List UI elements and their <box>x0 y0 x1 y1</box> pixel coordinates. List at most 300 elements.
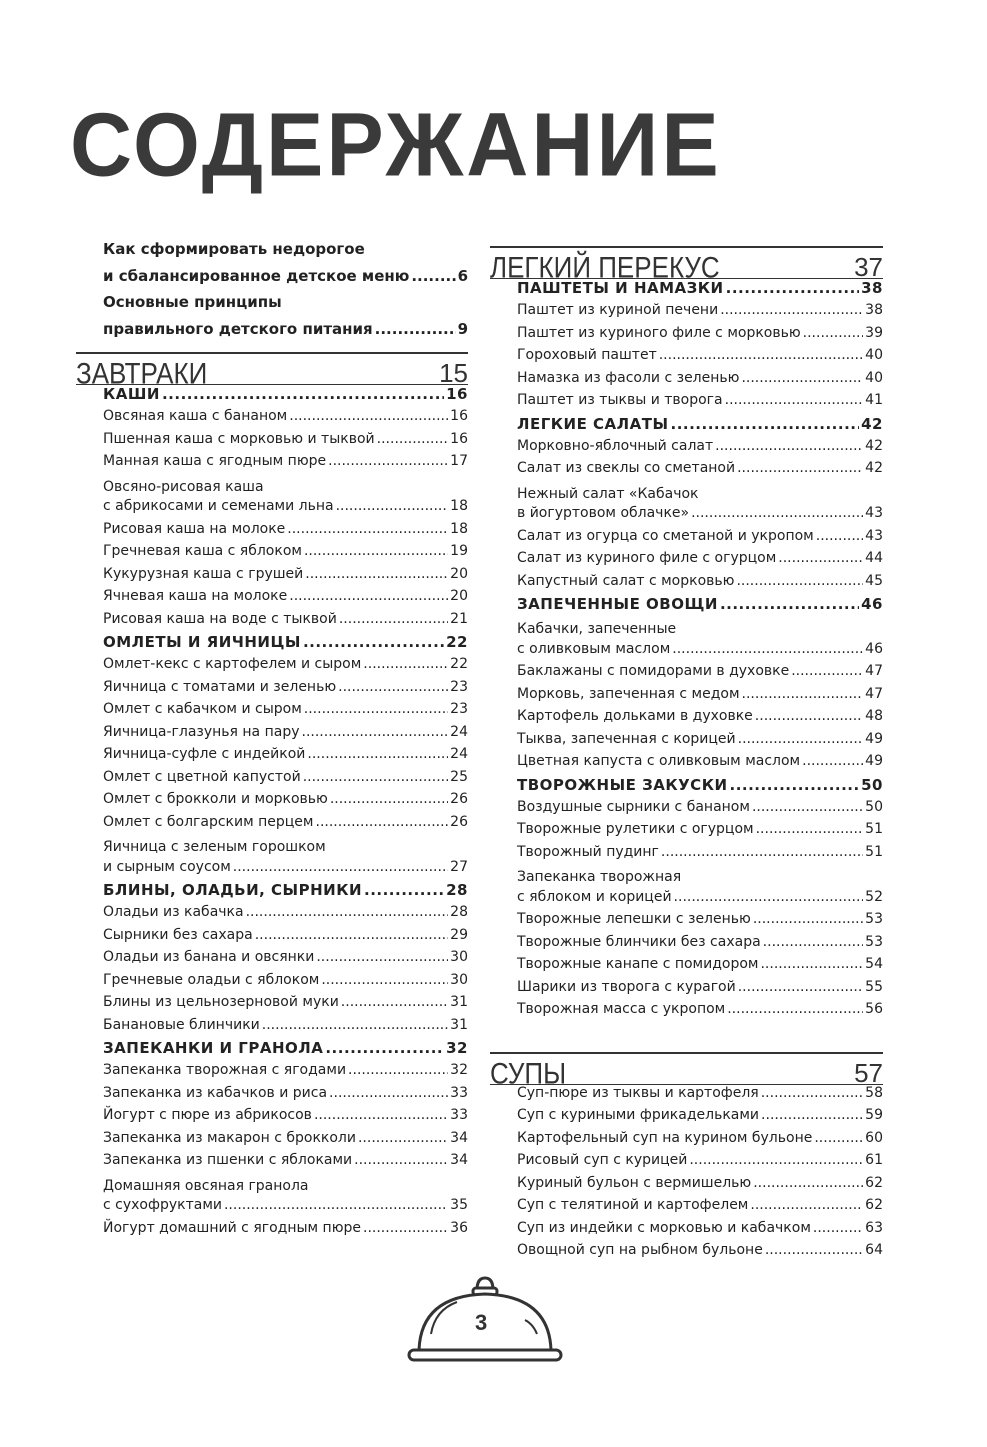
toc-entry-page: 43 <box>865 505 883 521</box>
leader-dots <box>233 859 448 875</box>
toc-entry[interactable] <box>76 1062 468 1085</box>
leader-dots <box>737 460 863 476</box>
toc-entry-title: Омлет с кабачком и сыром <box>103 701 302 717</box>
toc-entry-page: 62 <box>865 1174 883 1191</box>
leader-dots <box>730 776 860 794</box>
toc-entry[interactable] <box>490 1220 883 1243</box>
leader-dots <box>750 1197 863 1213</box>
leader-dots <box>659 347 863 363</box>
toc-entry-title: Шарики из творога с курагой <box>517 978 736 995</box>
toc-entry[interactable] <box>490 911 883 934</box>
toc-entry-title: Творожные лепешки с зеленью <box>517 911 751 927</box>
chapter-title: СУПЫ <box>490 1055 567 1090</box>
section-page: 38 <box>861 279 883 297</box>
toc-entry-page: 35 <box>450 1197 468 1213</box>
toc-entry[interactable] <box>490 438 883 461</box>
section-title: КАШИ <box>103 385 160 403</box>
toc-entry-page: 31 <box>450 994 468 1010</box>
leader-dots <box>305 566 448 582</box>
toc-entry[interactable] <box>76 566 468 589</box>
toc-entry-title: Творожный пудинг <box>517 843 659 860</box>
leader-dots <box>689 1152 863 1168</box>
toc-entry-line: Запеканка творожная <box>517 869 682 885</box>
toc-entry-title: Салат из куриного филе с огурцом <box>517 550 777 566</box>
toc-entry[interactable] <box>76 1085 468 1108</box>
toc-entry[interactable] <box>76 701 468 724</box>
toc-entry-line: Яичница с зеленым горошком <box>103 839 326 855</box>
toc-entry-page: 45 <box>865 572 883 589</box>
leader-dots <box>289 588 448 604</box>
toc-entry-title: Капустный салат с морковью <box>517 572 735 589</box>
toc-entry-page: 30 <box>450 949 468 965</box>
toc-entry[interactable] <box>490 392 883 415</box>
toc-entry-title: Гречневые оладьи с яблоком <box>103 971 320 988</box>
toc-left-column <box>76 236 468 1242</box>
toc-entry-page: 17 <box>450 453 468 469</box>
toc-entry-page: 23 <box>450 701 468 717</box>
toc-entry-page: 38 <box>865 302 883 318</box>
toc-entry[interactable] <box>76 972 468 995</box>
section-heading[interactable] <box>76 633 468 656</box>
leader-dots <box>307 746 448 762</box>
leader-dots <box>765 1242 863 1258</box>
toc-entry[interactable] <box>490 325 883 348</box>
leader-dots <box>411 263 455 290</box>
toc-entry-page: 21 <box>450 610 468 627</box>
toc-entry-title: Морковь, запеченная с медом <box>517 685 740 702</box>
toc-entry[interactable] <box>490 934 883 957</box>
toc-entry-page: 59 <box>865 1107 883 1123</box>
toc-entry[interactable] <box>76 904 468 927</box>
toc-entry-page: 47 <box>865 663 883 679</box>
leader-dots <box>741 370 863 386</box>
toc-entry-title: Рисовая каша на молоке <box>103 520 286 537</box>
leader-dots <box>755 708 863 724</box>
leader-dots <box>813 1220 863 1236</box>
toc-entry-page: 53 <box>865 911 883 927</box>
leader-dots <box>752 799 863 815</box>
toc-entry[interactable] <box>76 836 468 881</box>
section-heading[interactable] <box>490 415 883 438</box>
toc-entry-line: Домашняя овсяная гранола <box>103 1177 309 1194</box>
toc-entry-page: 16 <box>450 430 468 447</box>
toc-entry-title: Сырники без сахара <box>103 926 253 943</box>
toc-entry-title: Картофель дольками в духовке <box>517 708 753 724</box>
toc-entry[interactable] <box>490 753 883 776</box>
leader-dots <box>742 686 864 702</box>
section-spacer <box>490 1024 883 1042</box>
toc-entry-page: 32 <box>450 1062 468 1078</box>
toc-entry-page: 47 <box>865 685 883 702</box>
chapter-heading[interactable] <box>76 352 468 391</box>
toc-entry-title: Творожные канапе с помидором <box>517 956 759 972</box>
toc-entry-title: Салат из свеклы со сметаной <box>517 460 736 476</box>
toc-entry[interactable] <box>490 866 883 911</box>
toc-entry-title: Гречневая каша с яблоком <box>103 543 302 559</box>
intro-block <box>76 236 468 342</box>
toc-entry-title: и сырным соусом <box>103 858 231 875</box>
toc-entry-page: 33 <box>450 1107 468 1123</box>
section-title: БЛИНЫ, ОЛАДЬИ, СЫРНИКИ <box>103 881 363 899</box>
toc-entry[interactable] <box>490 1197 883 1220</box>
toc-entry-page: 54 <box>865 956 883 972</box>
toc-entry-title: Овсяная каша с бананом <box>103 408 288 424</box>
toc-entry[interactable] <box>76 408 468 431</box>
toc-entry-page: 25 <box>450 768 468 785</box>
leader-dots <box>720 302 863 318</box>
toc-entry-title: Омлет с болгарским перцем <box>103 813 314 830</box>
toc-entry[interactable] <box>76 431 468 454</box>
toc-entry[interactable] <box>490 302 883 325</box>
leader-dots <box>738 979 863 995</box>
section-page: 32 <box>446 1039 468 1057</box>
chapter-page: 15 <box>439 358 468 388</box>
toc-entry-title: правильного детского питания <box>103 319 373 338</box>
toc-entry[interactable] <box>490 1242 883 1265</box>
leader-dots <box>304 701 448 717</box>
page-number: 3 <box>475 1310 488 1335</box>
toc-entry[interactable] <box>76 746 468 769</box>
leader-dots <box>672 641 863 657</box>
toc-entry[interactable] <box>490 686 883 709</box>
section-page: 28 <box>446 881 468 899</box>
chapter-heading[interactable] <box>490 1052 883 1090</box>
toc-entry[interactable] <box>490 956 883 979</box>
toc-entry-title: с оливковым маслом <box>517 640 671 657</box>
toc-entry-page: 40 <box>865 347 883 363</box>
toc-entry[interactable] <box>490 799 883 822</box>
toc-entry-title: Запеканка из кабачков и риса <box>103 1084 328 1101</box>
toc-entry-page: 43 <box>865 527 883 544</box>
toc-entry-page: 28 <box>450 904 468 920</box>
toc-entry-title: Творожные рулетики с огурцом <box>517 821 754 837</box>
toc-entry[interactable] <box>76 588 468 611</box>
toc-entry[interactable] <box>490 1152 883 1175</box>
toc-entry[interactable] <box>490 550 883 573</box>
toc-entry-title: Яичница-глазунья на пару <box>103 723 300 740</box>
section-title: ЗАПЕЧЕННЫЕ ОВОЩИ <box>517 595 718 613</box>
toc-list <box>76 352 468 1242</box>
toc-entry-page: 48 <box>865 708 883 724</box>
leader-dots <box>691 505 863 521</box>
leader-dots <box>314 1107 448 1123</box>
toc-entry[interactable] <box>490 979 883 1002</box>
toc-entry[interactable] <box>76 724 468 747</box>
leader-dots <box>224 1197 448 1213</box>
leader-dots <box>329 1085 448 1101</box>
toc-right-column <box>490 236 883 1265</box>
toc-entry-title: Оладьи из банана и овсянки <box>103 949 315 965</box>
toc-entry-page: 49 <box>865 753 883 769</box>
section-page: 50 <box>861 775 883 794</box>
toc-entry-title: Суп с телятиной и картофелем <box>517 1197 749 1213</box>
toc-entry-page: 61 <box>865 1152 883 1168</box>
toc-entry[interactable] <box>76 611 468 634</box>
toc-entry-title: Рисовая каша на воде с тыквой <box>103 610 337 627</box>
chapter-heading[interactable] <box>490 246 883 285</box>
toc-entry[interactable] <box>76 1107 468 1130</box>
toc-entry-page: 51 <box>865 821 883 837</box>
toc-entry[interactable] <box>76 543 468 566</box>
toc-entry[interactable] <box>76 994 468 1017</box>
toc-entry-title: Паштет из тыквы и творога <box>517 392 723 408</box>
toc-entry-title: Паштет из куриной печени <box>517 302 719 318</box>
toc-entry-page: 42 <box>865 460 883 476</box>
toc-entry-page: 20 <box>450 565 468 582</box>
toc-entry-page: 60 <box>865 1129 883 1146</box>
toc-entry[interactable] <box>76 814 468 837</box>
toc-entry[interactable] <box>76 1220 468 1243</box>
leader-dots <box>375 316 456 343</box>
toc-entry[interactable] <box>490 1175 883 1198</box>
leader-dots <box>338 679 448 695</box>
toc-entry[interactable] <box>76 521 468 544</box>
leader-dots <box>363 656 448 672</box>
leader-dots <box>358 1130 448 1146</box>
toc-entry-title: Куриный бульон с вермишелью <box>517 1174 752 1191</box>
leader-dots <box>802 753 863 769</box>
toc-entry-page: 29 <box>450 926 468 943</box>
toc-entry-title: Ячневая каша на молоке <box>103 588 288 604</box>
leader-dots <box>325 1039 444 1057</box>
toc-entry[interactable] <box>76 679 468 702</box>
toc-entry[interactable] <box>490 1130 883 1153</box>
toc-entry[interactable] <box>490 528 883 551</box>
leader-dots <box>377 431 449 447</box>
toc-entry[interactable] <box>490 347 883 370</box>
toc-entry-page: 27 <box>450 858 468 875</box>
toc-entry[interactable] <box>76 656 468 679</box>
toc-entry-title: Цветная капуста с оливковым маслом <box>517 753 801 769</box>
toc-entry[interactable] <box>76 1130 468 1153</box>
toc-entry-page: 58 <box>865 1084 883 1101</box>
section-heading[interactable] <box>490 776 883 799</box>
toc-entry-title: Баклажаны с помидорами в духовке <box>517 663 790 679</box>
toc-entry-title: Суп с куриными фрикадельками <box>517 1107 760 1123</box>
leader-dots <box>674 889 864 905</box>
toc-entry-page: 64 <box>865 1242 883 1258</box>
leader-dots <box>763 934 864 950</box>
toc-entry[interactable] <box>490 844 883 867</box>
toc-entry-page: 36 <box>450 1219 468 1236</box>
chapter-page: 37 <box>854 252 883 282</box>
toc-list <box>490 246 883 1265</box>
toc-entry[interactable] <box>76 1017 468 1040</box>
toc-entry[interactable] <box>490 708 883 731</box>
leader-dots <box>778 550 863 566</box>
leader-dots <box>753 911 863 927</box>
toc-entry-title: Гороховый паштет <box>517 347 657 363</box>
leader-dots <box>255 927 448 943</box>
toc-entry[interactable] <box>490 1107 883 1130</box>
toc-entry-title: Воздушные сырники с бананом <box>517 798 750 815</box>
toc-entry-title: Оладьи из кабачка <box>103 904 244 920</box>
toc-entry-title: Запеканка из макарон с брокколи <box>103 1129 356 1146</box>
toc-entry-line: Нежный салат «Кабачок <box>517 485 699 502</box>
toc-entry-page: 41 <box>865 392 883 408</box>
toc-entry-page: 50 <box>865 798 883 815</box>
leader-dots <box>336 498 449 514</box>
toc-entry-title: с сухофруктами <box>103 1197 222 1213</box>
leader-dots <box>363 1220 448 1236</box>
toc-entry-page: 16 <box>450 408 468 424</box>
leader-dots <box>339 611 448 627</box>
toc-entry-title: Запеканка из пшенки с яблоками <box>103 1152 353 1168</box>
toc-entry-title: Манная каша с ягодным пюре <box>103 453 327 469</box>
toc-entry[interactable] <box>76 949 468 972</box>
toc-entry-title: Творожная масса с укропом <box>517 1001 726 1017</box>
toc-entry[interactable] <box>490 663 883 686</box>
toc-entry[interactable] <box>490 460 883 483</box>
toc-entry-title: Тыква, запеченная с корицей <box>517 730 736 747</box>
toc-entry-page: 53 <box>865 933 883 950</box>
toc-entry-page: 34 <box>450 1152 468 1168</box>
section-heading[interactable] <box>490 595 883 618</box>
toc-entry[interactable] <box>76 791 468 814</box>
leader-dots <box>262 1017 448 1033</box>
leader-dots <box>727 1001 863 1017</box>
toc-entry-title: с абрикосами и семенами льна <box>103 498 334 514</box>
toc-entry[interactable] <box>103 316 468 343</box>
toc-entry-title: Намазка из фасоли с зеленью <box>517 369 740 386</box>
toc-entry[interactable] <box>76 476 468 521</box>
toc-entry[interactable] <box>76 453 468 476</box>
leader-dots <box>287 521 448 537</box>
toc-entry-title: Кукурузная каша с грушей <box>103 565 304 582</box>
chapter-title: ЛЕГКИЙ ПЕРЕКУС <box>490 249 720 285</box>
toc-entry-title: Овощной суп на рыбном бульоне <box>517 1242 763 1258</box>
toc-entry[interactable] <box>76 1152 468 1175</box>
toc-entry-title: Запеканка творожная с ягодами <box>103 1062 347 1078</box>
leader-dots <box>816 528 863 544</box>
leader-dots <box>321 972 448 988</box>
toc-entry-line: Кабачки, запеченные <box>517 621 677 637</box>
leader-dots <box>738 731 864 747</box>
toc-entry-title: Омлет с брокколи и морковью <box>103 791 328 807</box>
toc-entry-page: 23 <box>450 678 468 695</box>
leader-dots <box>814 1130 863 1146</box>
toc-entry-title: Паштет из куриного филе с морковью <box>517 324 801 341</box>
toc-entry-page: 42 <box>865 437 883 454</box>
toc-entry-line: Как сформировать недорогое <box>103 240 365 258</box>
toc-entry-title: Яичница с томатами и зеленью <box>103 678 337 695</box>
toc-entry-title: Морковно-яблочный салат <box>517 437 714 454</box>
toc-entry-title: и сбалансированное детское меню <box>103 266 410 285</box>
toc-entry[interactable] <box>490 1001 883 1024</box>
leader-dots <box>341 994 448 1010</box>
leader-dots <box>760 956 863 972</box>
toc-entry-title: Суп из индейки с морковью и кабачком <box>517 1219 811 1236</box>
leader-dots <box>364 881 444 899</box>
section-page: 16 <box>446 385 468 403</box>
toc-entry-title: Творожные блинчики без сахара <box>517 933 761 950</box>
toc-entry-page: 18 <box>450 498 468 514</box>
leader-dots <box>354 1152 448 1168</box>
toc-entry-page: 49 <box>865 730 883 747</box>
section-title: ТВОРОЖНЫЕ ЗАКУСКИ <box>517 775 728 794</box>
toc-entry[interactable] <box>490 573 883 596</box>
section-heading[interactable] <box>76 881 468 904</box>
chapter-page: 57 <box>854 1057 883 1088</box>
toc-entry-page: 39 <box>865 324 883 341</box>
leader-dots <box>330 791 448 807</box>
leader-dots <box>304 543 448 559</box>
leader-dots <box>316 949 448 965</box>
toc-entry-title: Суп-пюре из тыквы и картофеля <box>517 1084 759 1101</box>
toc-entry-page: 26 <box>450 813 468 830</box>
page-title: СОДЕРЖАНИЕ <box>70 94 722 196</box>
toc-entry[interactable] <box>490 618 883 663</box>
toc-entry-title: Блины из цельнозерновой муки <box>103 994 339 1010</box>
leader-dots <box>725 392 864 408</box>
leader-dots <box>302 724 449 740</box>
section-title: ОМЛЕТЫ И ЯИЧНИЦЫ <box>103 633 301 651</box>
toc-entry-title: Банановые блинчики <box>103 1016 260 1033</box>
toc-entry[interactable] <box>76 1175 468 1220</box>
toc-entry-title: Омлет-кекс с картофелем и сыром <box>103 656 362 672</box>
toc-entry[interactable] <box>490 821 883 844</box>
toc-entry[interactable] <box>490 370 883 393</box>
toc-entry[interactable] <box>76 769 468 792</box>
toc-entry-page: 31 <box>450 1016 468 1033</box>
leader-dots <box>289 408 448 424</box>
toc-entry-line: Овсяно-рисовая каша <box>103 478 264 495</box>
toc-entry-page: 34 <box>450 1129 468 1146</box>
section-heading[interactable] <box>76 1039 468 1062</box>
leader-dots <box>736 573 863 589</box>
leader-dots <box>348 1062 448 1078</box>
toc-entry[interactable] <box>103 263 468 290</box>
toc-entry-page: 62 <box>865 1197 883 1213</box>
leader-dots <box>720 595 859 613</box>
toc-entry-page: 24 <box>450 746 468 762</box>
section-page: 46 <box>861 595 883 613</box>
toc-entry-title: Омлет с цветной капустой <box>103 768 301 785</box>
toc-entry-page: 46 <box>865 640 883 657</box>
leader-dots <box>246 904 449 920</box>
leader-dots <box>661 844 863 860</box>
toc-entry-title: Салат из огурца со сметаной и укропом <box>517 527 814 544</box>
toc-entry-title: Картофельный суп на курином бульоне <box>517 1129 813 1146</box>
chapter-title: ЗАВТРАКИ <box>76 355 208 391</box>
toc-entry[interactable] <box>490 483 883 528</box>
toc-entry-line: Основные принципы <box>103 293 282 311</box>
leader-dots <box>761 1107 863 1123</box>
toc-entry-page: 40 <box>865 369 883 386</box>
leader-dots <box>715 438 863 454</box>
leader-dots <box>803 325 864 341</box>
toc-entry-page: 24 <box>450 723 468 740</box>
section-title: ЛЕГКИЕ САЛАТЫ <box>517 414 669 433</box>
toc-entry-page: 30 <box>450 971 468 988</box>
toc-entry-page: 20 <box>450 588 468 604</box>
toc-entry[interactable] <box>76 927 468 950</box>
toc-entry-page: 56 <box>865 1001 883 1017</box>
section-page: 42 <box>861 414 883 433</box>
leader-dots <box>753 1175 863 1191</box>
toc-entry-page: 33 <box>450 1084 468 1101</box>
toc-entry-page: 63 <box>865 1219 883 1236</box>
toc-entry-page: 44 <box>865 550 883 566</box>
toc-entry[interactable] <box>490 731 883 754</box>
toc-entry-title: в йогуртовом облачке» <box>517 505 690 521</box>
toc-entry-page: 9 <box>457 319 468 338</box>
leader-dots <box>791 663 863 679</box>
toc-entry-page: 26 <box>450 791 468 807</box>
leader-dots <box>726 279 860 297</box>
leader-dots <box>303 633 444 651</box>
leader-dots <box>756 821 864 837</box>
